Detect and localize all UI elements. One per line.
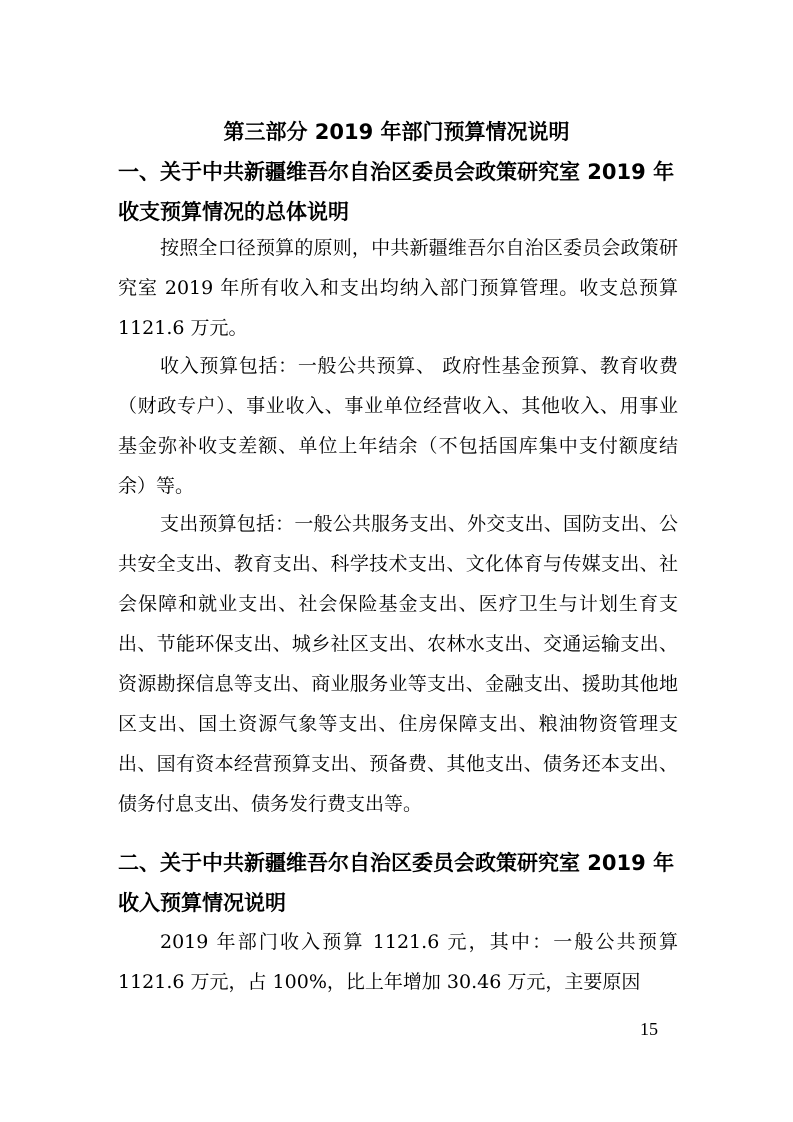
paragraph-budget-scope: 按照全口径预算的原则，中共新疆维吾尔自治区委员会政策研究室 2019 年所有收入和支出均纳入部门预算管理。收支总预算 1121.6 万元。: [118, 237, 678, 339]
paragraph-expenditure-items: 支出预算包括：一般公共服务支出、外交支出、国防支出、公共安全支出、教育支出、科学技术支出、文化体育与传媒支出、社会保障和就业支出、社会保险基金支出、医疗卫生与计划生育支出、节能环保支出、城乡社区支出、农林水支出、交通运输支出、资源勘探信息等支出、商业服务业等支出、金融支出、援助其他地区支出、国土资源气象等支出、住房保障支出、粮油物资管理支出、国有资本经营预算支出、预备费、其他支出、债务还本支出、债务付息支出、债务发行费支出等。: [118, 513, 678, 815]
paragraph-income-items: 收入预算包括：一般公共预算、 政府性基金预算、教育收费（财政专户）、事业收入、事业单位经营收入、其他收入、用事业基金弥补收支差额、单位上年结余（不包括国库集中支付额度结余）等。: [118, 355, 678, 497]
section-heading-2: 二、关于中共新疆维吾尔自治区委员会政策研究室 2019 年收入预算情况说明: [118, 851, 675, 915]
paragraph-income-budget: 2019 年部门收入预算 1121.6 元，其中：一般公共预算 1121.6 万元，占 100%，比上年增加 30.46 万元，主要原因: [118, 931, 678, 993]
section-heading-1: 一、关于中共新疆维吾尔自治区委员会政策研究室 2019 年收支预算情况的总体说明: [118, 160, 675, 224]
page-title: 第三部分 2019 年部门预算情况说明: [223, 120, 570, 144]
page-number: 15: [640, 1019, 658, 1039]
